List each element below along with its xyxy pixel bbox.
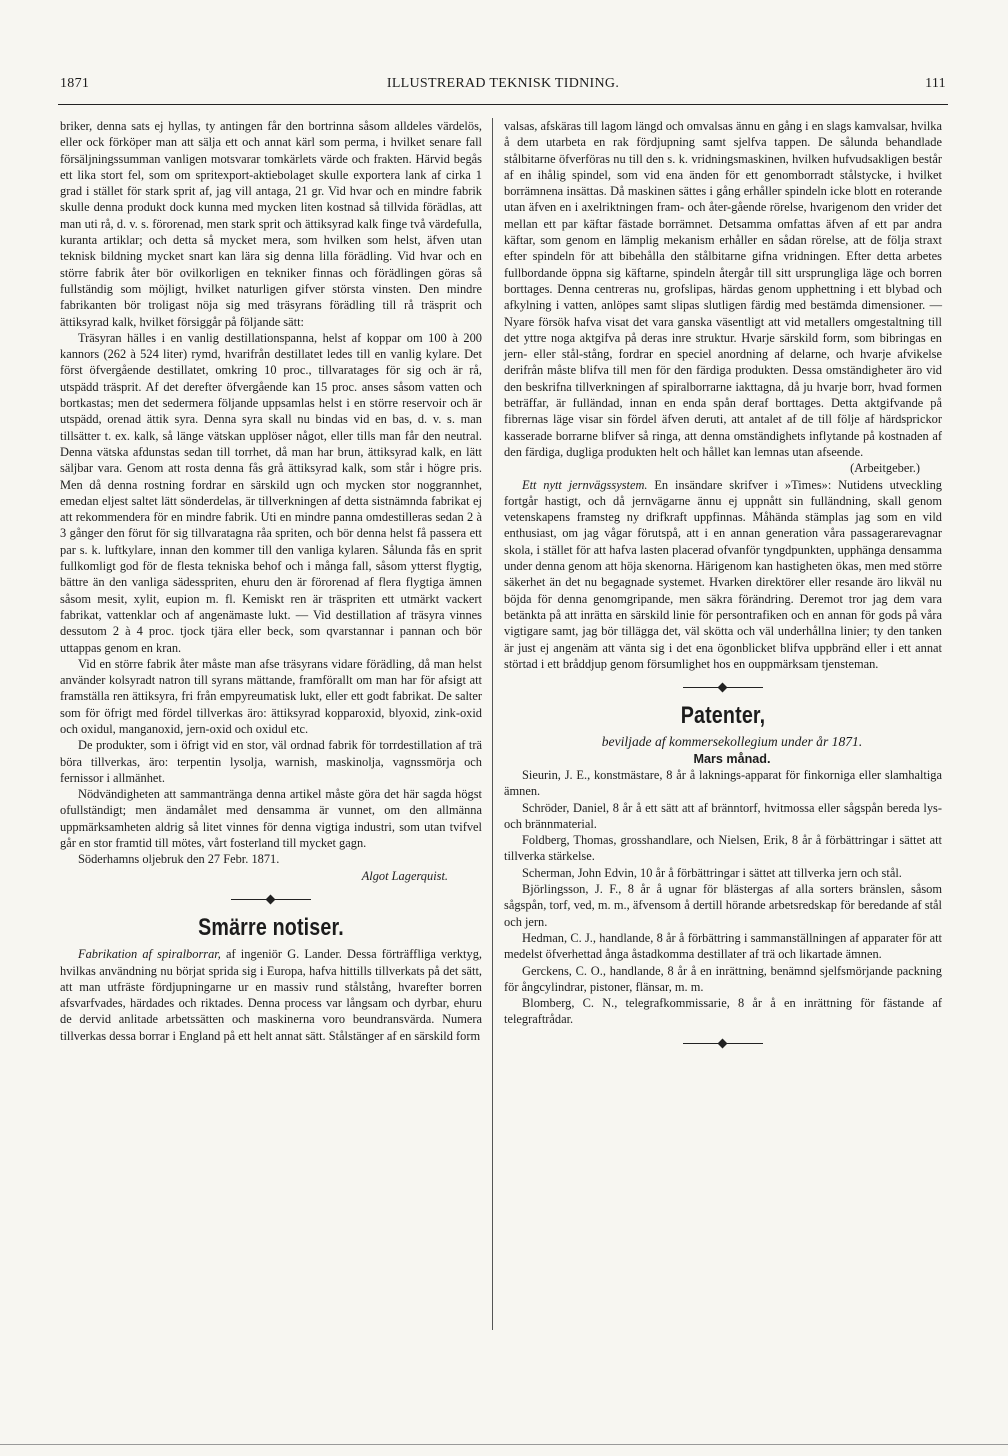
patent-entry: Foldberg, Thomas, grosshandlare, och Nielsen, Erik, 8 år å förbättringar i sättet att tillverka stärkelse. (504, 833, 942, 864)
patent-entry: Schröder, Daniel, 8 år å ett sätt att af bränntorf, hvitmossa eller sågspån bereda lys- och brännmaterial. (504, 800, 942, 831)
patent-entry: Scherman, John Edvin, 10 år å förbättringar i sättet att tillverka jern och stål. (522, 865, 902, 880)
patent-entry: Blomberg, C. N., telegrafkommissarie, 8 år å en inrättning för fästande af telegraftrådar. (504, 996, 942, 1027)
notice-text: af ingeniör G. Lander. Dessa förträffliga verktyg, hvilkas användning nu börjat sprida sig i Europa, hafva hittills tillverkats på det sätt, att man utfräste fördjupningarne ur en massiv rund stålstång, hvarefter borren afsvarfvades, härdades och riktades. Denna process var långsam och dyrbar, ehuru de dervid anlitade arbetssätten och maskinerna voro beundransvärda. Numera tillverkas dessa borrar i England på ett helt annat sätt. Stålstänger af en särskild form (60, 947, 482, 1043)
section-heading-patents: Patenter, (680, 702, 766, 730)
page-number: 111 (925, 76, 946, 91)
header-rule (58, 104, 948, 105)
patent-entry: Hedman, C. J., handlande, 8 år å förbättring i sammanställningen af apparater för att medelst öfverhettad ånga åstadkomma destillater af trä och likartade ämnen. (504, 930, 942, 962)
page-header (60, 76, 946, 100)
notice2-paragraph (504, 477, 942, 673)
signature-date: Söderhamns oljebruk den 27 Febr. 1871. (78, 852, 280, 867)
section-heading-notices: Smärre notiser. (198, 913, 344, 941)
notice2-lead: Ett nytt jernvägssystem. (522, 477, 648, 492)
notice2-text: En insändare skrifver i »Times»: Nutidens utveckling fortgår hastigt, och då jernvägarne ännu ej uppnått sin fulländning, skall genom vetenskapens framsteg ny drifkraft uppfinnas. Måhända stämplas jag som en vild enthusiast, om jag vågar förutspå, att i en annan generation våra passagerarevagnar skola, i stället för att hafva lasten placerad ofvanför tyngdpunkten, upphänga densamma under denna genom att höja skenorna. Härigenom kan hastigheten ökas, men med större säkerhet än det nu begagnade systemet. Hvarken direktörer eller resande äro likväl nu böjda för denna genomgripande, men säkra förändring. Deremot tror jag dem vara betänkta på att inrätta en särskild linie för persontrafiken och en annan för gods på våra vigtigare samt, jag bör tillägga det, väl skötta och väl underhållna linier; ty den tanken är just ej angenäm att vänta sig i det ena ögonblicket blifva uppbränd eller i ett annat störtad i ett bråddjup genom försumlighet hos en ouppmärksam tjensteman. (504, 477, 942, 671)
signature-name: Algot Lagerquist. (361, 868, 448, 883)
source-credit: (Arbeitgeber.) (850, 461, 920, 476)
article-paragraph-3: Vid en större fabrik åter måste man afse träsyrans vidare förädling, då man helst använder kolsyradt natron till syrans mättande, framförallt om man har för afsigt att framställa ren ättiksyra, fri från empyreumatisk lukt, eller ett godt fabrikat. De salter som för öfrigt med fördel tillverkas äro: ättiksyrad kopparoxid, blyoxid, zink-oxid och oxidul, manganoxid, jern-oxid och oxidul etc. (60, 656, 482, 736)
notice-paragraph (60, 946, 482, 1044)
page-bottom-edge (0, 1444, 1008, 1445)
patents-month: Mars månad. (693, 751, 771, 766)
patent-entry: Sieurin, J. E., konstmästare, 8 år å laknings-apparat för finkorniga eller slamhaltiga ämnen. (504, 767, 942, 799)
patents-subheading: beviljade af kommersekollegium under år 1871. (601, 734, 863, 750)
year-label: 1871 (60, 76, 90, 91)
continued-paragraph: valsas, afskäras till lagom längd och omvalsas ännu en gång i en slags kamvalsar, hvilka å dem utarbeta en rak fördjupning samt sjelfva tappen. De sålunda behandlade stålbitarne öfverföras nu till den s. k. vridningsmaskinen, hvilken hufvudsakligen består af en ihålig spindel, som vid ena änden för ett genomborradt stålstycke, i hvilket borrämnena insättas. Då maskinen sättes i gång erhåller spindeln icke blott en roterande utan äfven en i axelriktningen fram- och åter-gående rörelse, hvarigenom den vrider det mellan ett par käftar fästade borrämnet. Detsamma omfattas äfven af ett par andra käftar, som genom en lämplig mekanism erhåller en sådan rörelse, att de följa straxt efter spindeln för att bibehålla den stålbitarne gifna vridningen. Efter detta arbetes fullbordande öppna sig käftarne, spindeln återgår till sitt ursprungliga läge och borren borttages. Denna centreras nu, grofslipas, härdas genom upphettning i ett blybad och afkylning i vatten, anlöpes samt slipas slutligen färdig med bestämda dimensioner. — Nyare försök hafva visat det vara ganska väsentligt att vid metallers omgestaltning till det yttre noga aktgifva på deras inre struktur. Hvarje särskild form, som bibringas en jern- eller stål-stång, fordrar en speciel anordning af delarne, och hvarje afvikelse derifrån måste blifva till men för den färdiga produkten. Dessa omständigheter äro vid den beskrifna tillverkningen af spiralborrarne iakttagna, då ju hvarje borr, hvad formen beträffar, är fulländad, innan en enda spån deraf borttages. Detta aktgifvande på fibrernas läge visar sin fördel äfven deruti, att antalet af de till följe af härdsprickor kasserade borrarne blifver så ringa, att denna omständighets inflytande på kostnaden af den färdiga, dugliga produkten helt och hållet kan lemnas utan afseende. (504, 119, 942, 459)
patent-entry: Björlingsson, J. F., 8 år å ugnar för blästergas af alla sorters bränslen, såsom sågspån, torf, ved, m. m., äfvensom å dertill hörande arbetsredskap för beredande af stål och jern. (504, 882, 942, 929)
article-paragraph-2: Träsyran hälles i en vanlig destillationspanna, helst af koppar om 100 à 200 kannors (262 à 524 liter) rymd, hvarifrån destillatet ledes till en vanlig kylare. Det först öfvergående destillatet, omkring 10 proc., tillvaratages för sig och är rå, utspädd träsprit. Af det derefter öfvergående kan 15 proc. anses såsom vatten och bortkastas; men det sedermera följande uppsamlas helst i en större reservoir och är utspädd, orenad ättik syra. Denna syra skall nu bindas vid en bas, d. v. s. man tillsätter t. ex. kalk, så länge vätskan upplöser något, eller tills man får den neutral. Denna vätska afdunstas sedan till torrhet, då man har brun, ättiksyrad kalk, en lätt säljbar vara. Genom att rosta denna fås grå ättiksyrad kalk, som står i högre pris. Men då denna rostning fordrar en särskild ugn och mycken stor noggrannhet, emedan eljest saltet lätt sönderdelas, är tillverkningen af detta sistnämnda fabrikat ej att rekommendera för en mindre fabrik. Uti en mindre panna omdestilleras sedan 2 à 3 gånger den förut för sig tillvaratagna råa spriten, och bör denna helst få passera ett par s. k. luftkylare, innan den kommer till den vanliga kylaren. Sålunda fås en sprit fullkomligt god för de flesta tekniska behof och i många fall, såsom ytterst flygtig, bättre än den vanliga sädesspriten, ehuru den är förorenad af flera flygtiga ämnen såsom mesit, xylit, eupion m. fl. Kemiskt ren är träspriten ett utmärkt vackert fabrikat, vattenklar och af angenämaste lukt. — Vid destillation af träsyra vinnes dessutom 2 à 4 proc. tjock tjära eller beck, som qvarstannar i pannan och bör uttappas genom en kran. (60, 330, 482, 655)
left-column (60, 118, 482, 1044)
column-divider (492, 118, 493, 1330)
notice-lead: Fabrikation af spiralborrar, (78, 947, 221, 962)
journal-title: ILLUSTRERAD TEKNISK TIDNING. (386, 76, 620, 91)
article-paragraph-4: De produkter, som i öfrigt vid en stor, väl ordnad fabrik för torrdestillation af trä böra tillverkas, äro: terpentin lysolja, warnish, maskinolja, vagnssmörja och fernissor i allmänhet. (60, 738, 482, 785)
right-column (504, 118, 942, 1058)
section-ornament (683, 1040, 763, 1048)
article-paragraph-5: Nödvändigheten att sammantränga denna artikel måste göra det här sagda högst ofullständigt; men ändamålet med densamma är vunnet, om den allmänna uppmärksamheten aldrig så litet vinnes för denna vigtiga industri, som utan tvifvel går en stor framtid till mötes, vårt fosterland till mycket gagn. (60, 787, 482, 851)
section-ornament (231, 896, 311, 904)
article-paragraph-1: briker, denna sats ej hyllas, ty antingen får den bortrinna såsom alldeles värdelös, eller ock förköper man att sälja ett och annat kärl som perma, i hvilket senare fall försäljningssumman vanligen motsvarar tomkärlets värde och frakten. Härvid begås ett lika stort fel, som om spritexport-aktiebolaget skulle exportera lank af cirka 1 grad i stället för stark sprit af, jag vill antaga, 21 gr. Vid hvar och en mindre fabrik skulle denna produkt dock kunna med mycken liten kostnad så tillvida förädlas, att man uti rå, d. v. s. förorenad, men stark sprit och ättiksyrad kalk finge två värdefulla, kuranta artiklar; och detta så mycket mera, som hvilken som helst, äfven utan teknisk bildning mycket snart kan lära sig denna lilla förädling. Vid hvar och en större fabrik åter bör ovilkorligen en tekniker finnas och förädlingen göras så fullständig som möjligt, hvilket naturligen gifver största vinsten. Den mindre fabrikanten bör troligast nöja sig med träsyrans förädling till rå träsprit och ättiksyrad kalk, hvilket försiggår på följande sätt: (60, 119, 482, 329)
patent-entry: Gerckens, C. O., handlande, 8 år å en inrättning, benämnd sjelfsmörjande packning för ångcylindrar, pistoner, flänsar, m. m. (504, 963, 942, 994)
section-ornament (683, 684, 763, 692)
